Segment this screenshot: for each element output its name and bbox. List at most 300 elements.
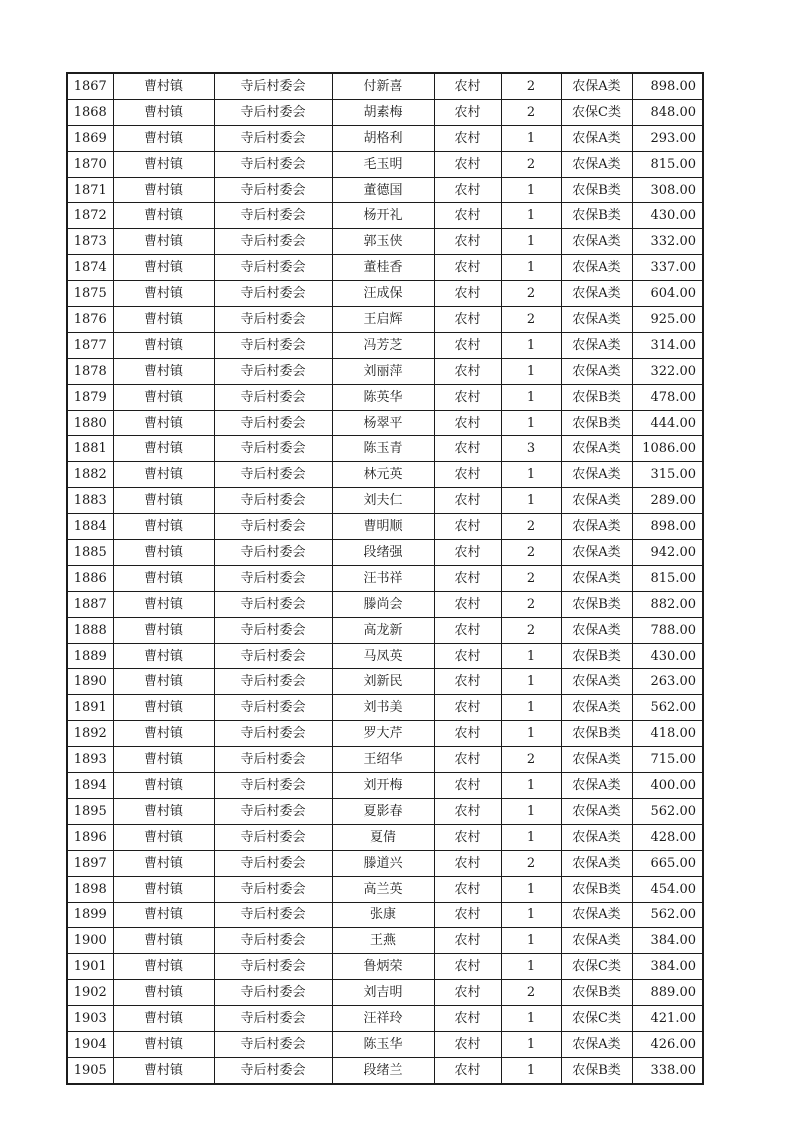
cell-sequence-number: 1904: [67, 1031, 113, 1057]
cell-village-committee: 寺后村委会: [214, 1031, 332, 1057]
cell-household-type: 农村: [434, 721, 501, 747]
cell-amount: 444.00: [632, 410, 703, 436]
table-row: [67, 384, 703, 410]
table-row: [67, 747, 703, 773]
cell-insurance-category: 农保A类: [561, 281, 632, 307]
table-row: [67, 203, 703, 229]
cell-village-committee: 寺后村委会: [214, 1006, 332, 1032]
cell-amount: 788.00: [632, 617, 703, 643]
cell-person-count: 1: [501, 876, 561, 902]
cell-village-committee: 寺后村委会: [214, 902, 332, 928]
table-body: [67, 73, 703, 1084]
cell-sequence-number: 1896: [67, 824, 113, 850]
cell-village-committee: 寺后村委会: [214, 488, 332, 514]
cell-household-type: 农村: [434, 307, 501, 333]
cell-village-committee: 寺后村委会: [214, 540, 332, 566]
cell-town: 曹村镇: [113, 307, 214, 333]
cell-village-committee: 寺后村委会: [214, 73, 332, 99]
cell-insurance-category: 农保A类: [561, 1031, 632, 1057]
cell-amount: 478.00: [632, 384, 703, 410]
cell-amount: 308.00: [632, 177, 703, 203]
cell-person-count: 1: [501, 125, 561, 151]
cell-person-count: 2: [501, 747, 561, 773]
cell-amount: 815.00: [632, 151, 703, 177]
cell-amount: 314.00: [632, 332, 703, 358]
cell-insurance-category: 农保A类: [561, 332, 632, 358]
table-row: [67, 358, 703, 384]
cell-town: 曹村镇: [113, 281, 214, 307]
cell-household-type: 农村: [434, 332, 501, 358]
cell-amount: 715.00: [632, 747, 703, 773]
cell-person-name: 马凤英: [332, 643, 434, 669]
table-row: [67, 565, 703, 591]
cell-person-name: 曹明顺: [332, 514, 434, 540]
cell-person-name: 段绪强: [332, 540, 434, 566]
cell-town: 曹村镇: [113, 669, 214, 695]
cell-insurance-category: 农保C类: [561, 1006, 632, 1032]
cell-person-name: 高兰英: [332, 876, 434, 902]
cell-person-count: 2: [501, 591, 561, 617]
table-row: [67, 255, 703, 281]
cell-person-name: 毛玉明: [332, 151, 434, 177]
cell-person-count: 1: [501, 255, 561, 281]
cell-household-type: 农村: [434, 798, 501, 824]
cell-amount: 293.00: [632, 125, 703, 151]
cell-person-name: 王绍华: [332, 747, 434, 773]
cell-sequence-number: 1902: [67, 980, 113, 1006]
cell-household-type: 农村: [434, 773, 501, 799]
cell-insurance-category: 农保A类: [561, 488, 632, 514]
cell-person-name: 刘书美: [332, 695, 434, 721]
cell-household-type: 农村: [434, 876, 501, 902]
cell-sequence-number: 1881: [67, 436, 113, 462]
cell-household-type: 农村: [434, 902, 501, 928]
cell-amount: 384.00: [632, 928, 703, 954]
cell-village-committee: 寺后村委会: [214, 436, 332, 462]
table-row: [67, 229, 703, 255]
cell-person-name: 林元英: [332, 462, 434, 488]
cell-sequence-number: 1870: [67, 151, 113, 177]
cell-sequence-number: 1893: [67, 747, 113, 773]
cell-insurance-category: 农保A类: [561, 151, 632, 177]
cell-village-committee: 寺后村委会: [214, 1057, 332, 1083]
cell-person-name: 杨翠平: [332, 410, 434, 436]
cell-sequence-number: 1885: [67, 540, 113, 566]
cell-household-type: 农村: [434, 436, 501, 462]
cell-sequence-number: 1876: [67, 307, 113, 333]
cell-insurance-category: 农保B类: [561, 177, 632, 203]
table-row: [67, 617, 703, 643]
cell-person-name: 刘开梅: [332, 773, 434, 799]
cell-town: 曹村镇: [113, 721, 214, 747]
table-row: [67, 1057, 703, 1083]
cell-sequence-number: 1900: [67, 928, 113, 954]
cell-town: 曹村镇: [113, 565, 214, 591]
table-row: [67, 980, 703, 1006]
cell-household-type: 农村: [434, 410, 501, 436]
cell-amount: 289.00: [632, 488, 703, 514]
cell-town: 曹村镇: [113, 902, 214, 928]
table-row: [67, 669, 703, 695]
cell-town: 曹村镇: [113, 928, 214, 954]
cell-insurance-category: 农保A类: [561, 514, 632, 540]
cell-person-count: 2: [501, 151, 561, 177]
cell-sequence-number: 1905: [67, 1057, 113, 1083]
cell-town: 曹村镇: [113, 747, 214, 773]
cell-village-committee: 寺后村委会: [214, 410, 332, 436]
cell-person-name: 冯芳芝: [332, 332, 434, 358]
cell-insurance-category: 农保A类: [561, 255, 632, 281]
cell-town: 曹村镇: [113, 99, 214, 125]
cell-amount: 338.00: [632, 1057, 703, 1083]
cell-person-count: 1: [501, 928, 561, 954]
cell-amount: 1086.00: [632, 436, 703, 462]
cell-amount: 384.00: [632, 954, 703, 980]
cell-village-committee: 寺后村委会: [214, 669, 332, 695]
cell-town: 曹村镇: [113, 203, 214, 229]
cell-person-count: 1: [501, 643, 561, 669]
table-row: [67, 410, 703, 436]
cell-household-type: 农村: [434, 462, 501, 488]
table-row: [67, 643, 703, 669]
cell-village-committee: 寺后村委会: [214, 824, 332, 850]
cell-sequence-number: 1886: [67, 565, 113, 591]
table-row: [67, 591, 703, 617]
cell-household-type: 农村: [434, 177, 501, 203]
cell-household-type: 农村: [434, 617, 501, 643]
cell-town: 曹村镇: [113, 384, 214, 410]
cell-sequence-number: 1891: [67, 695, 113, 721]
table-row: [67, 928, 703, 954]
cell-insurance-category: 农保A类: [561, 850, 632, 876]
cell-amount: 898.00: [632, 514, 703, 540]
cell-amount: 315.00: [632, 462, 703, 488]
cell-insurance-category: 农保A类: [561, 73, 632, 99]
cell-person-count: 3: [501, 436, 561, 462]
cell-village-committee: 寺后村委会: [214, 99, 332, 125]
cell-village-committee: 寺后村委会: [214, 358, 332, 384]
table-row: [67, 540, 703, 566]
cell-household-type: 农村: [434, 540, 501, 566]
table-row: [67, 850, 703, 876]
cell-insurance-category: 农保A类: [561, 565, 632, 591]
cell-insurance-category: 农保B类: [561, 410, 632, 436]
cell-sequence-number: 1901: [67, 954, 113, 980]
cell-household-type: 农村: [434, 928, 501, 954]
cell-sequence-number: 1880: [67, 410, 113, 436]
cell-person-name: 陈玉华: [332, 1031, 434, 1057]
cell-person-name: 董德国: [332, 177, 434, 203]
cell-person-count: 1: [501, 358, 561, 384]
cell-person-name: 王启辉: [332, 307, 434, 333]
cell-person-name: 夏倩: [332, 824, 434, 850]
cell-town: 曹村镇: [113, 151, 214, 177]
cell-household-type: 农村: [434, 669, 501, 695]
cell-village-committee: 寺后村委会: [214, 125, 332, 151]
cell-person-count: 1: [501, 798, 561, 824]
cell-village-committee: 寺后村委会: [214, 721, 332, 747]
cell-household-type: 农村: [434, 591, 501, 617]
cell-sequence-number: 1883: [67, 488, 113, 514]
cell-village-committee: 寺后村委会: [214, 773, 332, 799]
cell-household-type: 农村: [434, 747, 501, 773]
cell-person-count: 2: [501, 99, 561, 125]
cell-town: 曹村镇: [113, 540, 214, 566]
cell-person-count: 2: [501, 514, 561, 540]
table-row: [67, 876, 703, 902]
cell-household-type: 农村: [434, 99, 501, 125]
cell-amount: 421.00: [632, 1006, 703, 1032]
cell-insurance-category: 农保B类: [561, 203, 632, 229]
cell-person-name: 汪成保: [332, 281, 434, 307]
cell-household-type: 农村: [434, 125, 501, 151]
cell-person-name: 郭玉侠: [332, 229, 434, 255]
cell-household-type: 农村: [434, 695, 501, 721]
cell-person-count: 1: [501, 1031, 561, 1057]
cell-person-name: 胡素梅: [332, 99, 434, 125]
cell-village-committee: 寺后村委会: [214, 928, 332, 954]
cell-sequence-number: 1874: [67, 255, 113, 281]
cell-town: 曹村镇: [113, 358, 214, 384]
cell-sequence-number: 1878: [67, 358, 113, 384]
cell-person-name: 鲁炳荣: [332, 954, 434, 980]
cell-insurance-category: 农保C类: [561, 99, 632, 125]
cell-sequence-number: 1889: [67, 643, 113, 669]
cell-person-name: 张康: [332, 902, 434, 928]
cell-town: 曹村镇: [113, 591, 214, 617]
cell-insurance-category: 农保A类: [561, 928, 632, 954]
cell-amount: 562.00: [632, 798, 703, 824]
table-row: [67, 773, 703, 799]
cell-village-committee: 寺后村委会: [214, 591, 332, 617]
cell-amount: 882.00: [632, 591, 703, 617]
cell-village-committee: 寺后村委会: [214, 332, 332, 358]
cell-sequence-number: 1884: [67, 514, 113, 540]
cell-insurance-category: 农保B类: [561, 1057, 632, 1083]
cell-village-committee: 寺后村委会: [214, 643, 332, 669]
cell-town: 曹村镇: [113, 1006, 214, 1032]
cell-amount: 263.00: [632, 669, 703, 695]
cell-person-name: 陈英华: [332, 384, 434, 410]
cell-town: 曹村镇: [113, 980, 214, 1006]
cell-town: 曹村镇: [113, 410, 214, 436]
cell-insurance-category: 农保B类: [561, 591, 632, 617]
cell-town: 曹村镇: [113, 436, 214, 462]
cell-person-name: 滕尚会: [332, 591, 434, 617]
cell-person-count: 2: [501, 307, 561, 333]
cell-household-type: 农村: [434, 514, 501, 540]
cell-person-count: 1: [501, 721, 561, 747]
cell-household-type: 农村: [434, 824, 501, 850]
cell-amount: 562.00: [632, 695, 703, 721]
cell-amount: 604.00: [632, 281, 703, 307]
cell-household-type: 农村: [434, 1006, 501, 1032]
table-row: [67, 151, 703, 177]
cell-town: 曹村镇: [113, 462, 214, 488]
cell-sequence-number: 1895: [67, 798, 113, 824]
cell-town: 曹村镇: [113, 73, 214, 99]
cell-village-committee: 寺后村委会: [214, 255, 332, 281]
cell-person-count: 2: [501, 850, 561, 876]
table-row: [67, 902, 703, 928]
cell-village-committee: 寺后村委会: [214, 514, 332, 540]
cell-town: 曹村镇: [113, 514, 214, 540]
cell-insurance-category: 农保A类: [561, 307, 632, 333]
cell-sequence-number: 1882: [67, 462, 113, 488]
cell-sequence-number: 1869: [67, 125, 113, 151]
cell-person-name: 王燕: [332, 928, 434, 954]
table-row: [67, 798, 703, 824]
cell-person-count: 1: [501, 384, 561, 410]
cell-household-type: 农村: [434, 1031, 501, 1057]
cell-amount: 848.00: [632, 99, 703, 125]
cell-town: 曹村镇: [113, 229, 214, 255]
cell-sequence-number: 1903: [67, 1006, 113, 1032]
cell-person-count: 2: [501, 980, 561, 1006]
cell-household-type: 农村: [434, 643, 501, 669]
cell-town: 曹村镇: [113, 617, 214, 643]
cell-insurance-category: 农保A类: [561, 462, 632, 488]
cell-household-type: 农村: [434, 488, 501, 514]
table-row: [67, 307, 703, 333]
cell-sequence-number: 1890: [67, 669, 113, 695]
cell-town: 曹村镇: [113, 1057, 214, 1083]
cell-household-type: 农村: [434, 229, 501, 255]
cell-town: 曹村镇: [113, 125, 214, 151]
table-row: [67, 99, 703, 125]
cell-amount: 665.00: [632, 850, 703, 876]
table-row: [67, 332, 703, 358]
cell-sequence-number: 1892: [67, 721, 113, 747]
cell-village-committee: 寺后村委会: [214, 798, 332, 824]
cell-town: 曹村镇: [113, 255, 214, 281]
cell-village-committee: 寺后村委会: [214, 307, 332, 333]
cell-town: 曹村镇: [113, 773, 214, 799]
cell-insurance-category: 农保B类: [561, 980, 632, 1006]
cell-person-count: 2: [501, 540, 561, 566]
cell-person-count: 2: [501, 281, 561, 307]
cell-amount: 400.00: [632, 773, 703, 799]
table-row: [67, 462, 703, 488]
cell-household-type: 农村: [434, 384, 501, 410]
cell-person-count: 1: [501, 695, 561, 721]
cell-person-count: 1: [501, 824, 561, 850]
cell-insurance-category: 农保A类: [561, 125, 632, 151]
cell-sequence-number: 1897: [67, 850, 113, 876]
cell-person-count: 1: [501, 177, 561, 203]
cell-village-committee: 寺后村委会: [214, 203, 332, 229]
cell-sequence-number: 1867: [67, 73, 113, 99]
cell-person-name: 刘新民: [332, 669, 434, 695]
cell-person-count: 1: [501, 954, 561, 980]
cell-insurance-category: 农保B类: [561, 721, 632, 747]
cell-sequence-number: 1871: [67, 177, 113, 203]
cell-village-committee: 寺后村委会: [214, 384, 332, 410]
cell-person-name: 胡格利: [332, 125, 434, 151]
cell-person-count: 1: [501, 1006, 561, 1032]
cell-insurance-category: 农保A类: [561, 617, 632, 643]
cell-town: 曹村镇: [113, 798, 214, 824]
cell-sequence-number: 1868: [67, 99, 113, 125]
cell-person-count: 1: [501, 902, 561, 928]
cell-insurance-category: 农保B类: [561, 384, 632, 410]
cell-village-committee: 寺后村委会: [214, 462, 332, 488]
cell-household-type: 农村: [434, 565, 501, 591]
cell-amount: 562.00: [632, 902, 703, 928]
cell-amount: 426.00: [632, 1031, 703, 1057]
cell-person-count: 1: [501, 773, 561, 799]
cell-amount: 815.00: [632, 565, 703, 591]
cell-insurance-category: 农保B类: [561, 876, 632, 902]
cell-insurance-category: 农保A类: [561, 902, 632, 928]
cell-household-type: 农村: [434, 73, 501, 99]
cell-household-type: 农村: [434, 1057, 501, 1083]
cell-amount: 322.00: [632, 358, 703, 384]
cell-household-type: 农村: [434, 151, 501, 177]
cell-amount: 925.00: [632, 307, 703, 333]
cell-amount: 428.00: [632, 824, 703, 850]
cell-town: 曹村镇: [113, 824, 214, 850]
cell-person-count: 1: [501, 203, 561, 229]
cell-town: 曹村镇: [113, 643, 214, 669]
cell-amount: 898.00: [632, 73, 703, 99]
cell-insurance-category: 农保C类: [561, 954, 632, 980]
cell-sequence-number: 1894: [67, 773, 113, 799]
cell-village-committee: 寺后村委会: [214, 850, 332, 876]
cell-insurance-category: 农保A类: [561, 436, 632, 462]
cell-amount: 889.00: [632, 980, 703, 1006]
cell-insurance-category: 农保A类: [561, 669, 632, 695]
cell-insurance-category: 农保A类: [561, 798, 632, 824]
table-row: [67, 488, 703, 514]
table-row: [67, 73, 703, 99]
cell-village-committee: 寺后村委会: [214, 151, 332, 177]
table-row: [67, 514, 703, 540]
cell-person-count: 1: [501, 488, 561, 514]
cell-person-count: 1: [501, 229, 561, 255]
cell-sequence-number: 1887: [67, 591, 113, 617]
cell-person-name: 夏影春: [332, 798, 434, 824]
cell-amount: 430.00: [632, 643, 703, 669]
cell-household-type: 农村: [434, 203, 501, 229]
cell-insurance-category: 农保A类: [561, 824, 632, 850]
cell-person-name: 罗大芹: [332, 721, 434, 747]
cell-household-type: 农村: [434, 255, 501, 281]
cell-amount: 332.00: [632, 229, 703, 255]
cell-village-committee: 寺后村委会: [214, 177, 332, 203]
cell-person-count: 2: [501, 73, 561, 99]
cell-person-count: 1: [501, 332, 561, 358]
cell-person-name: 刘吉明: [332, 980, 434, 1006]
table-row: [67, 721, 703, 747]
cell-village-committee: 寺后村委会: [214, 281, 332, 307]
cell-town: 曹村镇: [113, 1031, 214, 1057]
cell-household-type: 农村: [434, 980, 501, 1006]
cell-sequence-number: 1898: [67, 876, 113, 902]
cell-insurance-category: 农保A类: [561, 695, 632, 721]
cell-town: 曹村镇: [113, 332, 214, 358]
cell-village-committee: 寺后村委会: [214, 980, 332, 1006]
cell-insurance-category: 农保A类: [561, 229, 632, 255]
cell-person-count: 1: [501, 410, 561, 436]
table-row: [67, 125, 703, 151]
table-row: [67, 824, 703, 850]
cell-sequence-number: 1873: [67, 229, 113, 255]
cell-amount: 418.00: [632, 721, 703, 747]
cell-sequence-number: 1899: [67, 902, 113, 928]
cell-amount: 430.00: [632, 203, 703, 229]
cell-person-name: 刘丽萍: [332, 358, 434, 384]
